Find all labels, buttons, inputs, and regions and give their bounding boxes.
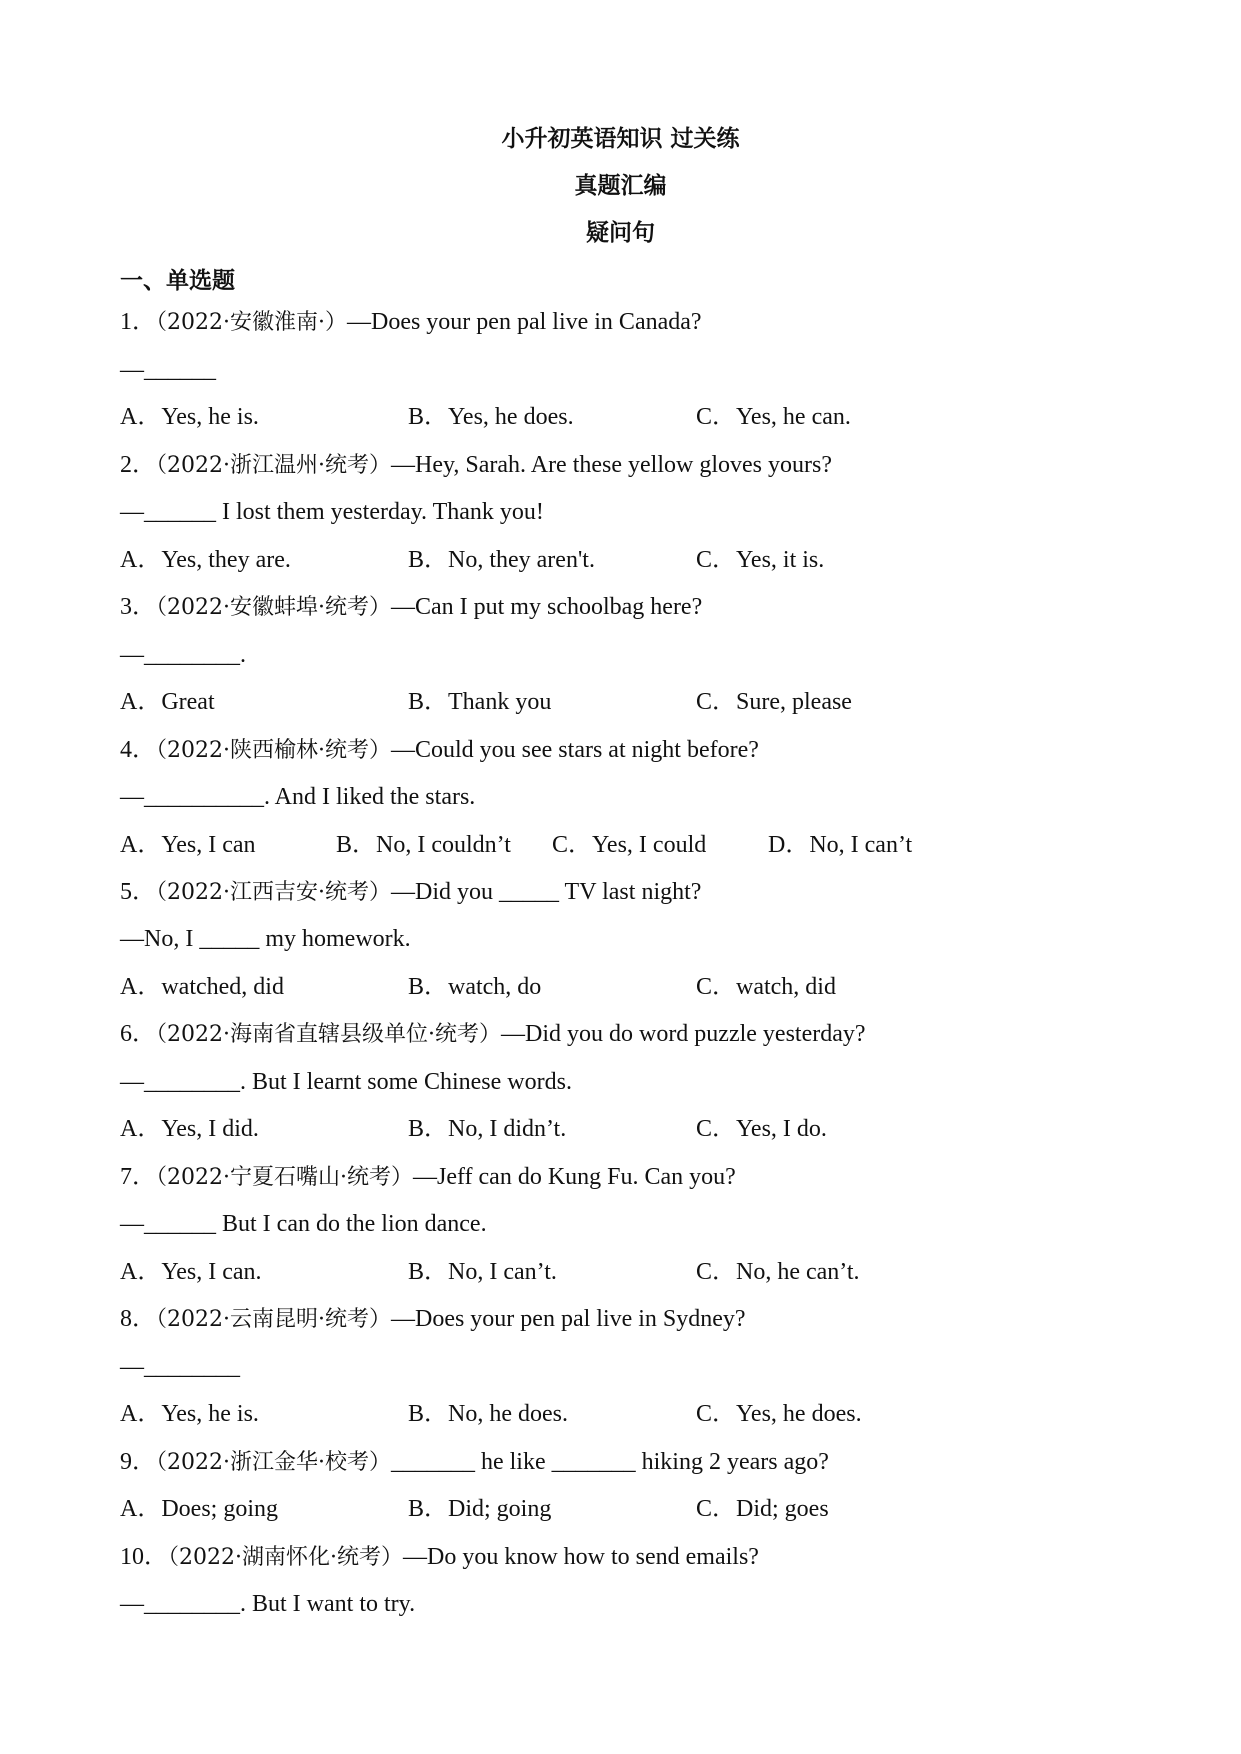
option-b: B．watch, do xyxy=(408,974,542,1000)
question-number: 10． xyxy=(120,1544,168,1570)
question-5 xyxy=(120,877,701,908)
option-a: A．Great xyxy=(120,689,215,715)
option-b: B．No, he does. xyxy=(408,1401,568,1427)
option-b: B．Yes, he does. xyxy=(408,404,574,430)
document-topic: 疑问句 xyxy=(586,220,655,246)
question-2 xyxy=(120,450,832,481)
answer-line: —__________. And I liked the stars. xyxy=(120,784,476,810)
question-text: —Could you see stars at night before? xyxy=(390,737,759,763)
option-b: B．No, they aren't. xyxy=(408,547,595,573)
question-text: —Can I put my schoolbag here? xyxy=(390,594,703,620)
question-number: 5． xyxy=(120,879,156,905)
question-number: 1． xyxy=(120,309,156,335)
question-number: 7． xyxy=(120,1164,156,1190)
option-a: A．Yes, he is. xyxy=(120,404,259,430)
question-text: —Hey, Sarah. Are these yellow gloves yours? xyxy=(390,452,832,478)
option-a: A．watched, did xyxy=(120,974,284,1000)
option-b: B．No, I can’t. xyxy=(408,1259,557,1285)
option-a: A．Yes, I can. xyxy=(120,1259,262,1285)
option-c: C．Yes, I could xyxy=(552,832,707,858)
question-source: （2022·浙江金华·校考） xyxy=(156,1450,391,1475)
question-source: （2022·陕西榆林·统考） xyxy=(156,738,391,763)
question-3 xyxy=(120,592,702,623)
question-source: （2022·浙江温州·统考） xyxy=(156,453,391,478)
answer-line: —______ xyxy=(120,357,216,383)
option-b: B．No, I couldn’t xyxy=(336,832,511,858)
question-source: （2022·安徽淮南·） xyxy=(156,310,347,335)
option-d: D．No, I can’t xyxy=(768,832,913,858)
question-text: —Did you _____ TV last night? xyxy=(390,879,702,905)
option-c: C．Did; goes xyxy=(696,1496,829,1522)
question-text: —Do you know how to send emails? xyxy=(402,1544,759,1570)
question-text: —Does your pen pal live in Canada? xyxy=(346,309,702,335)
question-number: 6． xyxy=(120,1021,156,1047)
option-b: B．Thank you xyxy=(408,689,552,715)
question-source: （2022·海南省直辖县级单位·统考） xyxy=(156,1022,501,1047)
question-number: 4． xyxy=(120,737,156,763)
answer-line: —______ But I can do the lion dance. xyxy=(120,1211,487,1237)
question-text: —Did you do word puzzle yesterday? xyxy=(500,1021,866,1047)
question-4 xyxy=(120,735,759,766)
question-number: 2． xyxy=(120,452,156,478)
question-text: —Jeff can do Kung Fu. Can you? xyxy=(412,1164,736,1190)
option-a: A．Does; going xyxy=(120,1496,278,1522)
answer-line: —________. But I learnt some Chinese words. xyxy=(120,1069,572,1095)
question-text: —Does your pen pal live in Sydney? xyxy=(390,1306,746,1332)
question-6 xyxy=(120,1019,866,1050)
option-a: A．Yes, I can xyxy=(120,832,256,858)
document-subtitle: 真题汇编 xyxy=(574,173,667,199)
option-c: C．watch, did xyxy=(696,974,836,1000)
question-8 xyxy=(120,1304,746,1335)
option-c: C．Yes, he does. xyxy=(696,1401,862,1427)
option-b: B．No, I didn’t. xyxy=(408,1116,567,1142)
answer-line: —________. xyxy=(120,642,246,668)
question-text: _______ he like _______ hiking 2 years ago? xyxy=(390,1449,829,1475)
option-c: C．No, he can’t. xyxy=(696,1259,860,1285)
question-source: （2022·江西吉安·统考） xyxy=(156,880,391,905)
option-c: C．Yes, it is. xyxy=(696,547,825,573)
answer-line: —No, I _____ my homework. xyxy=(120,926,411,952)
question-number: 8． xyxy=(120,1306,156,1332)
answer-line: —________ xyxy=(120,1354,240,1380)
option-c: C．Sure, please xyxy=(696,689,852,715)
option-b: B．Did; going xyxy=(408,1496,552,1522)
question-source: （2022·云南昆明·统考） xyxy=(156,1307,391,1332)
question-7 xyxy=(120,1162,736,1193)
document-title: 小升初英语知识 过关练 xyxy=(501,126,740,152)
question-source: （2022·湖南怀化·统考） xyxy=(168,1545,403,1570)
answer-line: —______ I lost them yesterday. Thank you! xyxy=(120,499,544,525)
question-9 xyxy=(120,1447,829,1478)
question-number: 9． xyxy=(120,1449,156,1475)
option-a: A．Yes, he is. xyxy=(120,1401,259,1427)
question-10 xyxy=(120,1542,759,1573)
question-number: 3． xyxy=(120,594,156,620)
answer-line: —________. But I want to try. xyxy=(120,1591,416,1617)
question-source: （2022·安徽蚌埠·统考） xyxy=(156,595,391,620)
option-c: C．Yes, I do. xyxy=(696,1116,827,1142)
option-a: A．Yes, they are. xyxy=(120,547,291,573)
option-a: A．Yes, I did. xyxy=(120,1116,259,1142)
question-source: （2022·宁夏石嘴山·统考） xyxy=(156,1165,413,1190)
section-heading: 一、单选题 xyxy=(120,268,235,294)
option-c: C．Yes, he can. xyxy=(696,404,851,430)
question-1 xyxy=(120,307,702,338)
